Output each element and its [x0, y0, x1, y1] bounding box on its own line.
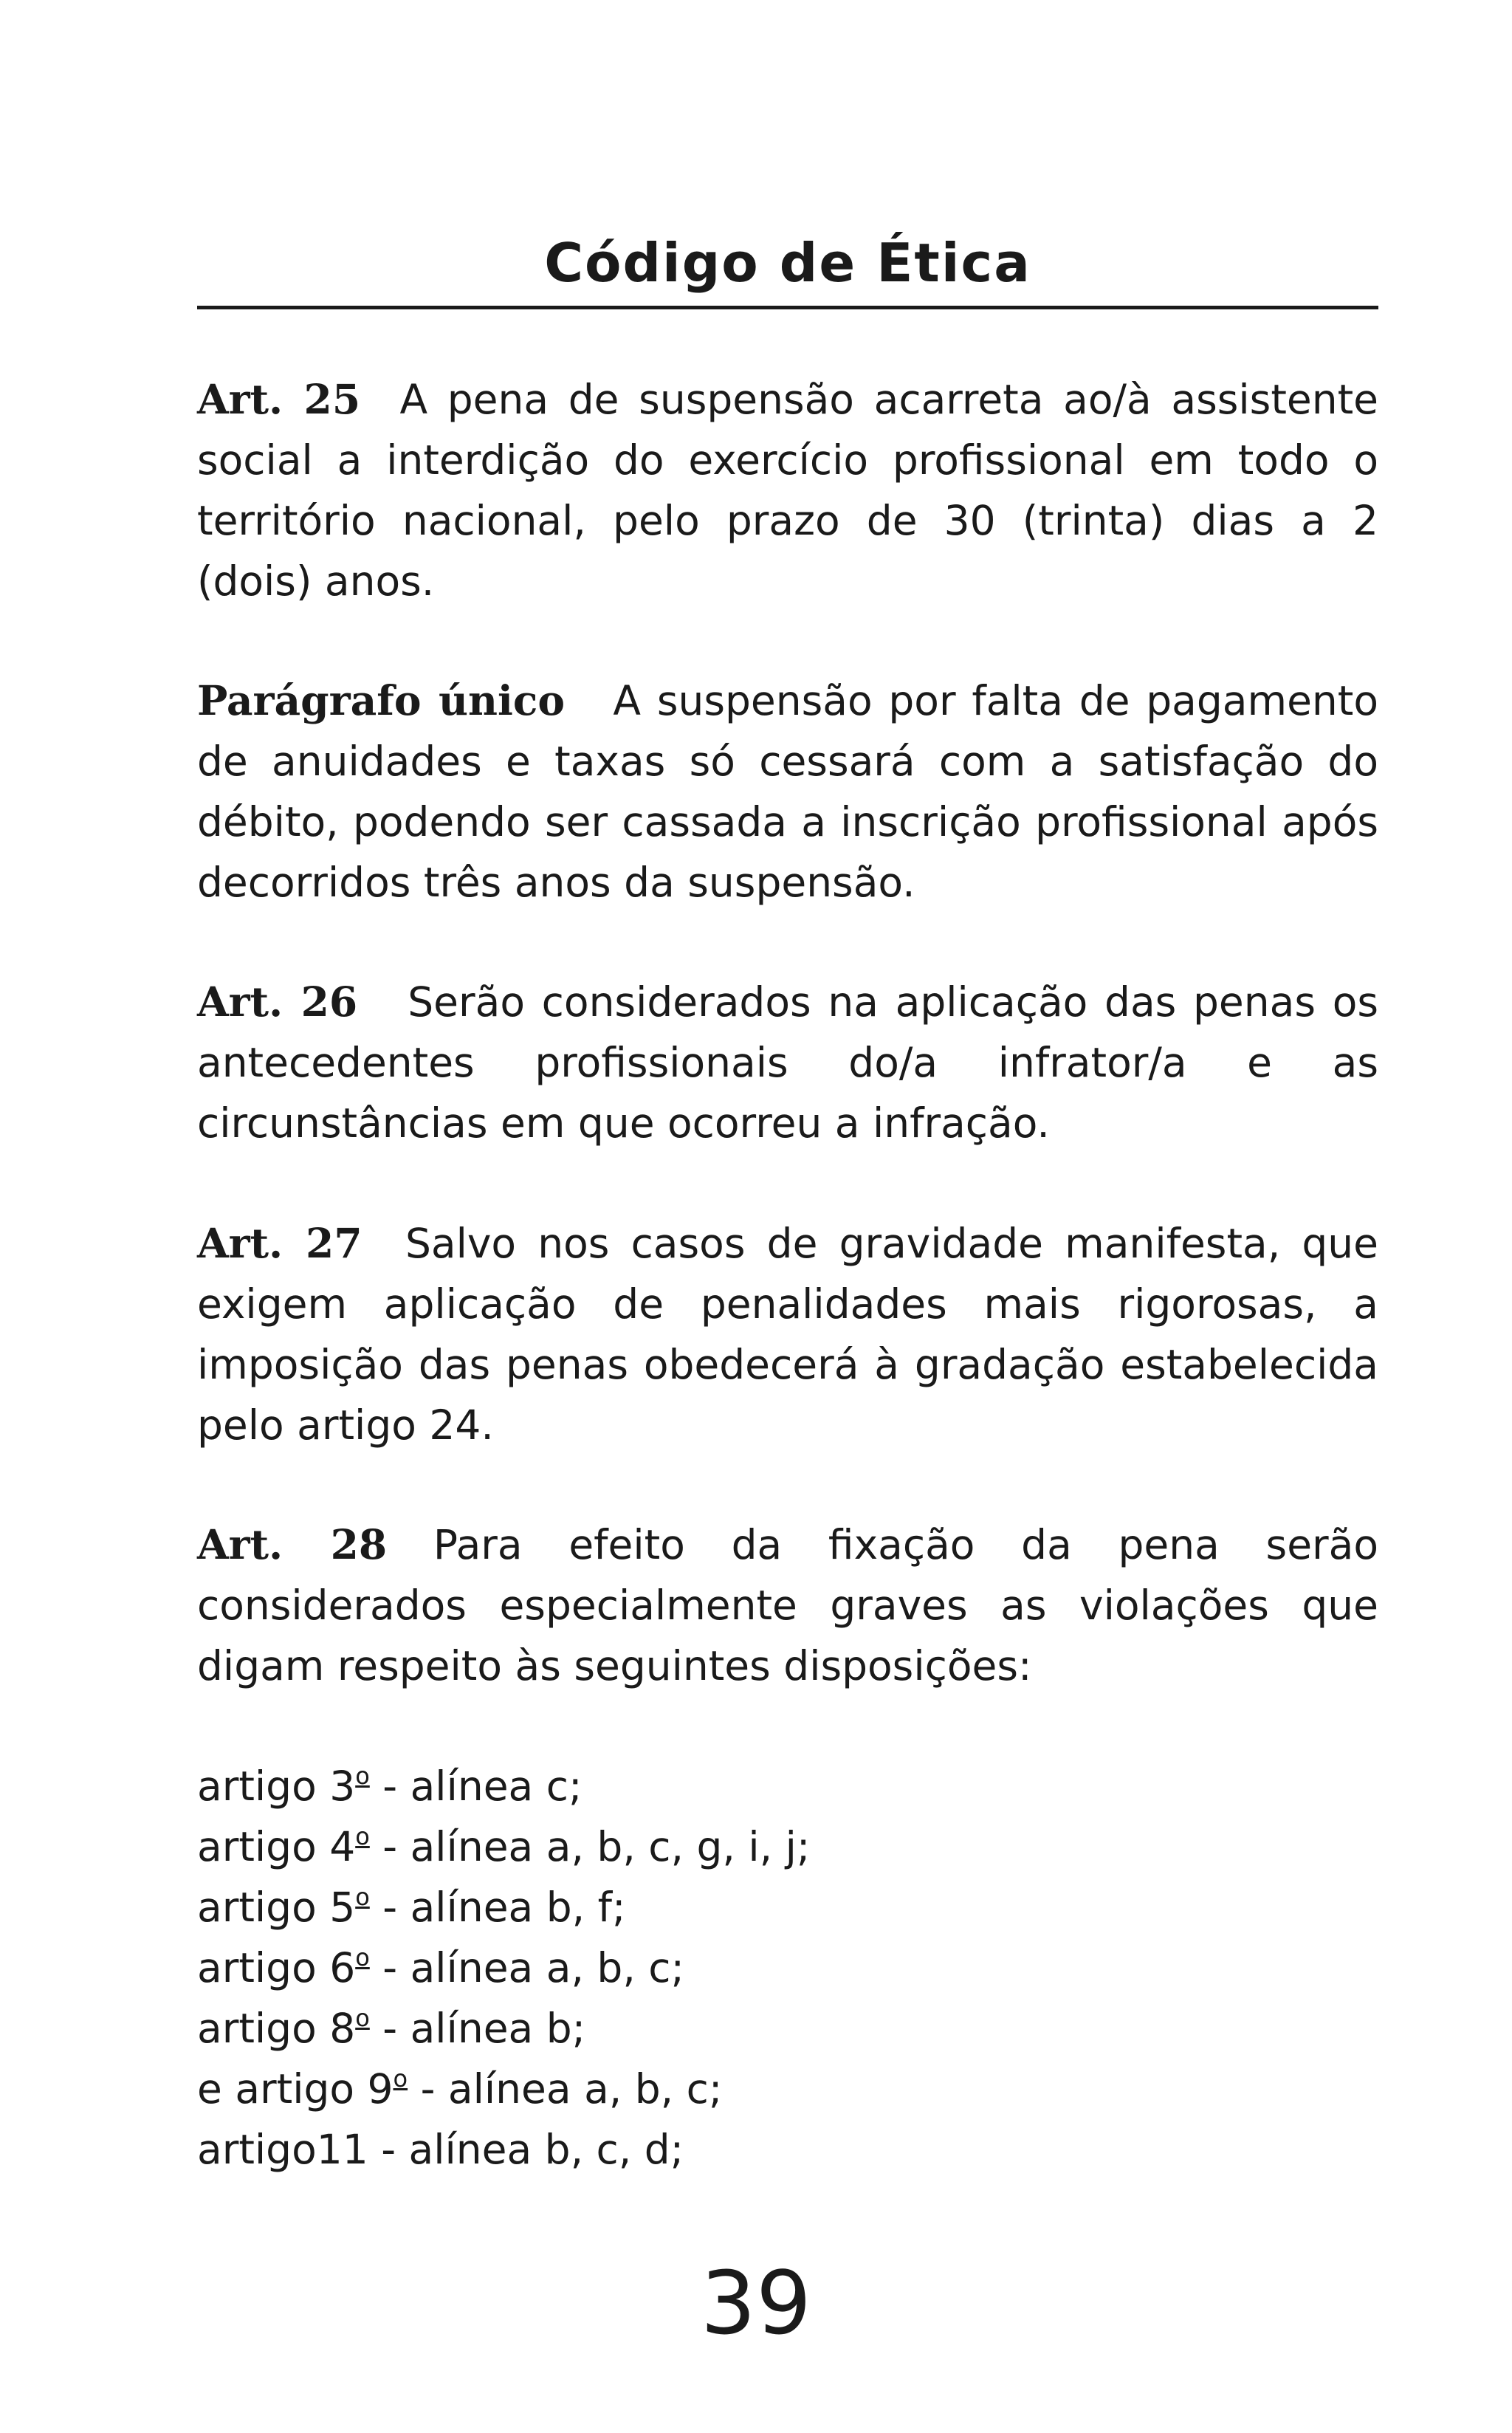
list-item: artigo 5$^o$ - alínea b, f;	[197, 1883, 626, 1931]
article-label: Art. 25	[197, 375, 361, 423]
article-27	[197, 1213, 1378, 1455]
ordinal-indicator: o	[355, 2004, 370, 2032]
list-item: artigo11 - alínea b, c, d;	[197, 2126, 684, 2173]
list-item: artigo 8$^o$ - alínea b;	[197, 2004, 586, 2052]
header-divider	[197, 306, 1378, 309]
article-text: Salvo nos casos de gravidade manifesta, que exigem aplicação de penalidades mais rigorosas, a imposição das penas obedecerá à gradação estabelecida pelo artigo 24.	[197, 1220, 1378, 1449]
list-item: e artigo 9$^o$ - alínea a, b, c;	[197, 2065, 723, 2113]
ordinal-indicator: o	[355, 1822, 370, 1850]
paragraph-text: A suspensão por falta de pagamento de anuidades e taxas só cessará com a satisfação do débito, podendo ser cassada a inscrição profissional após decorridos três anos da suspensão.	[197, 677, 1378, 906]
ordinal-indicator: o	[355, 1943, 370, 1972]
list-item: artigo 3$^o$ - alínea c;	[197, 1762, 583, 1810]
article-26	[197, 972, 1378, 1153]
article-label: Art. 27	[197, 1219, 362, 1267]
article-label: Art. 28	[197, 1520, 388, 1568]
list-item: artigo 4$^o$ - alínea a, b, c, g, i, j;	[197, 1822, 811, 1870]
article-label: Art. 26	[197, 978, 358, 1026]
ordinal-indicator: o	[355, 1762, 370, 1790]
running-header-title: Código de Ética	[544, 232, 1031, 294]
article-28	[197, 1514, 1378, 1696]
ordinal-indicator: o	[355, 1883, 370, 1911]
paragrafo-unico	[197, 670, 1378, 913]
article-text: Serão considerados na aplicação das penas os antecedentes profissionais do/a infrator/a e as circunstâncias em que ocorreu a infração.	[197, 978, 1378, 1147]
paragraph-label: Parágrafo único	[197, 676, 566, 724]
provisions-list	[197, 1756, 1378, 2180]
ordinal-indicator: o	[393, 2065, 408, 2093]
list-item: artigo 6$^o$ - alínea a, b, c;	[197, 1943, 685, 1991]
article-25	[197, 369, 1378, 611]
page-number: 39	[700, 2252, 812, 2354]
article-text: A pena de suspensão acarreta ao/à assistente social a interdição do exercício profissional em todo o território nacional, pelo prazo de 30 (trinta) dias a 2 (dois) anos.	[197, 376, 1379, 605]
article-text: Para efeito da fixação da pena serão considerados especialmente graves as violações que digam respeito às seguintes disposições:	[197, 1521, 1379, 1689]
document-page	[197, 232, 1378, 309]
